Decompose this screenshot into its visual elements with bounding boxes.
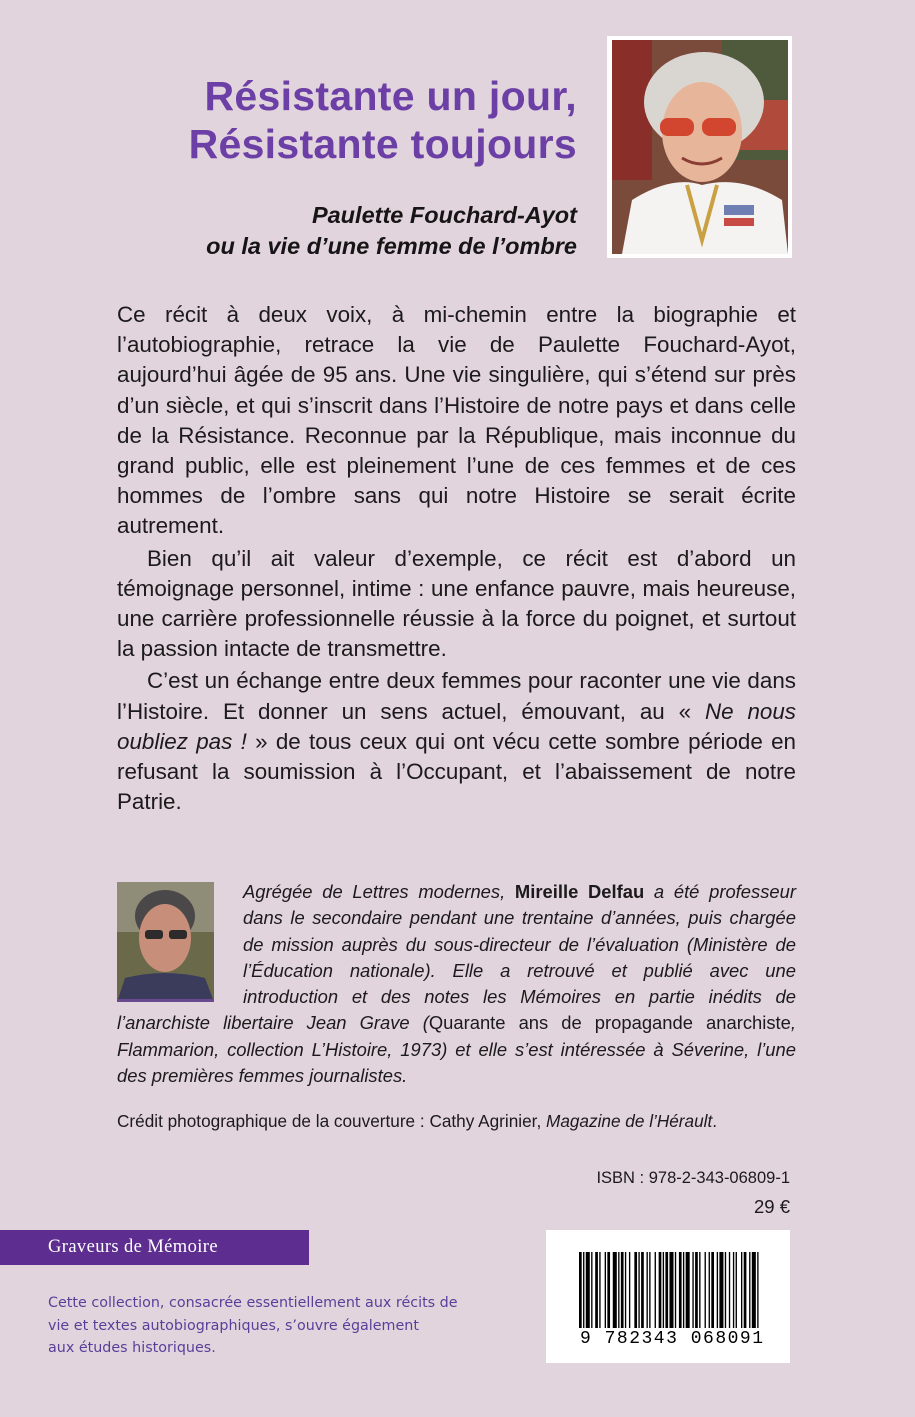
barcode-bar <box>741 1252 742 1328</box>
barcode-bar <box>655 1252 656 1328</box>
barcode-bar <box>749 1252 750 1328</box>
title-line-1: Résistante un jour, <box>204 73 577 119</box>
collection-description-line: vie et textes autobiographiques, s’ouvre également <box>48 1317 419 1334</box>
collection-banner <box>0 1230 309 1265</box>
barcode-bar <box>665 1252 668 1328</box>
paragraph-3-end: » de tous ceux qui ont vécu cette sombre période en refusant la soumission à l’Occupant, et l’abaissement de notre Patrie. <box>117 728 796 815</box>
barcode-bar <box>583 1252 584 1328</box>
photo-spacer <box>117 879 243 1005</box>
barcode-bar <box>595 1252 598 1328</box>
barcode-bar <box>692 1252 693 1328</box>
cover-portrait-photo <box>607 36 792 258</box>
barcode-bar <box>705 1252 706 1328</box>
barcode-bar <box>591 1252 592 1328</box>
author-biography <box>117 879 796 1089</box>
barcode-bar <box>729 1252 730 1328</box>
photo-credit <box>117 1109 717 1133</box>
barcode-bar <box>625 1252 626 1328</box>
quote-ne-nous-oubliez-pas: Ne nous oubliez pas ! <box>117 698 796 754</box>
summary-paragraph-2: Bien qu’il ait valeur d’exemple, ce récit est d’abord un témoignage personnel, intime : une enfance pauvre, mais heureuse, une carrière professionnelle réussie à la force du poignet, et surtout la passion intacte de transmettre. <box>117 545 796 662</box>
book-subtitle <box>206 200 577 262</box>
barcode-bar <box>683 1252 684 1328</box>
subtitle-line-1: Paulette Fouchard-Ayot <box>311 202 577 228</box>
credit-source: Magazine de l’Hérault <box>546 1111 713 1131</box>
barcode-bar <box>719 1252 723 1328</box>
barcode-bar <box>669 1252 673 1328</box>
barcode-bar <box>647 1252 648 1328</box>
barcode-bar <box>709 1252 710 1328</box>
book-title-reference: Quarante ans de propagande anarchiste <box>428 1012 791 1034</box>
collection-name: Graveurs de Mémoire <box>48 1237 218 1257</box>
collection-description <box>48 1292 468 1360</box>
collection-description-line: aux études historiques. <box>48 1340 216 1356</box>
barcode-bar <box>725 1252 726 1328</box>
barcode-bar <box>717 1252 718 1328</box>
price: 29 € <box>753 1196 790 1217</box>
barcode-bar <box>629 1252 630 1328</box>
bio-part-1: Agrégée de Lettres modernes, <box>243 881 515 902</box>
collection-description-line: Cette collection, consacrée essentiellement aux récits de <box>48 1295 458 1311</box>
barcode-bar <box>659 1252 662 1328</box>
credit-end: . <box>712 1111 718 1131</box>
paragraph-3-start: C’est un échange entre deux femmes pour raconter une vie dans l’Histoire. Et donner un sens actuel, émouvant, au « <box>117 668 796 724</box>
barcode-bar <box>744 1252 747 1328</box>
barcode-bar <box>695 1252 698 1328</box>
barcode-bar <box>686 1252 690 1328</box>
barcode-bar <box>605 1252 606 1328</box>
barcode-bar <box>634 1252 637 1328</box>
barcode-bar <box>733 1252 734 1328</box>
barcode-bar <box>641 1252 644 1328</box>
barcode-bar <box>752 1252 756 1328</box>
barcode-digits: 9 782343 068091 <box>580 1329 765 1349</box>
barcode-bar <box>679 1252 682 1328</box>
barcode-bar <box>757 1252 758 1328</box>
barcode-bar <box>649 1252 650 1328</box>
title-line-2: Résistante toujours <box>188 121 577 167</box>
barcode-bar <box>699 1252 700 1328</box>
barcode-bar <box>613 1252 617 1328</box>
barcode-bar <box>675 1252 676 1328</box>
portrait-illustration <box>612 40 788 254</box>
barcode-bar <box>621 1252 624 1328</box>
author-name: Mireille Delfau <box>514 881 645 902</box>
barcode-bar <box>607 1252 610 1328</box>
barcode-bar <box>663 1252 664 1328</box>
summary-paragraph-1: Ce récit à deux voix, à mi-chemin entre la biographie et l’autobiographie, retrace la vie de Paulette Fouchard-Ayot, aujourd’hui âgée de 95 ans. Une vie singulière, qui s’étend sur près d’un siècle, et qui s’inscrit dans l’Histoire de notre pays et dans celle de la Résistance. Reconnue par la République, mais inconnue du grand public, elle est pleinement l’une de ces femmes et de ces hommes de l’ombre sans qui notre Histoire se serait écrite autrement. <box>117 302 796 539</box>
barcode-bar <box>599 1252 600 1328</box>
back-cover-summary <box>117 300 796 817</box>
bio-part-3: , Flammarion, collection L’Histoire, 1973) et elle s’est intéressée à Séverine, l’une des premières femmes journalistes. <box>117 1012 796 1087</box>
barcode-bar <box>711 1252 714 1328</box>
barcode-bar <box>579 1252 582 1328</box>
bio-part-2: a été professeur dans le secondaire pendant une trentaine d’années, puis chargée de mission auprès du sous-directeur de l’évaluation (Ministère de l’Éducation nationale). Elle a retrouvé et publié avec une introduction et des notes les Mémoires en partie inédits de l’anarchiste libertaire Jean Grave ( <box>117 881 796 1034</box>
barcode-bar <box>586 1252 590 1328</box>
summary-paragraph-3 <box>117 666 796 817</box>
barcode-bar <box>736 1252 737 1328</box>
subtitle-line-2: ou la vie d’une femme de l’ombre <box>206 233 577 259</box>
credit-text: Crédit photographique de la couverture : Cathy Agrinier, <box>117 1111 546 1131</box>
barcode <box>546 1230 790 1363</box>
isbn: ISBN : 978-2-343-06809-1 <box>596 1169 790 1187</box>
barcode-bar <box>618 1252 619 1328</box>
barcode-bar <box>638 1252 639 1328</box>
book-title <box>189 72 577 168</box>
